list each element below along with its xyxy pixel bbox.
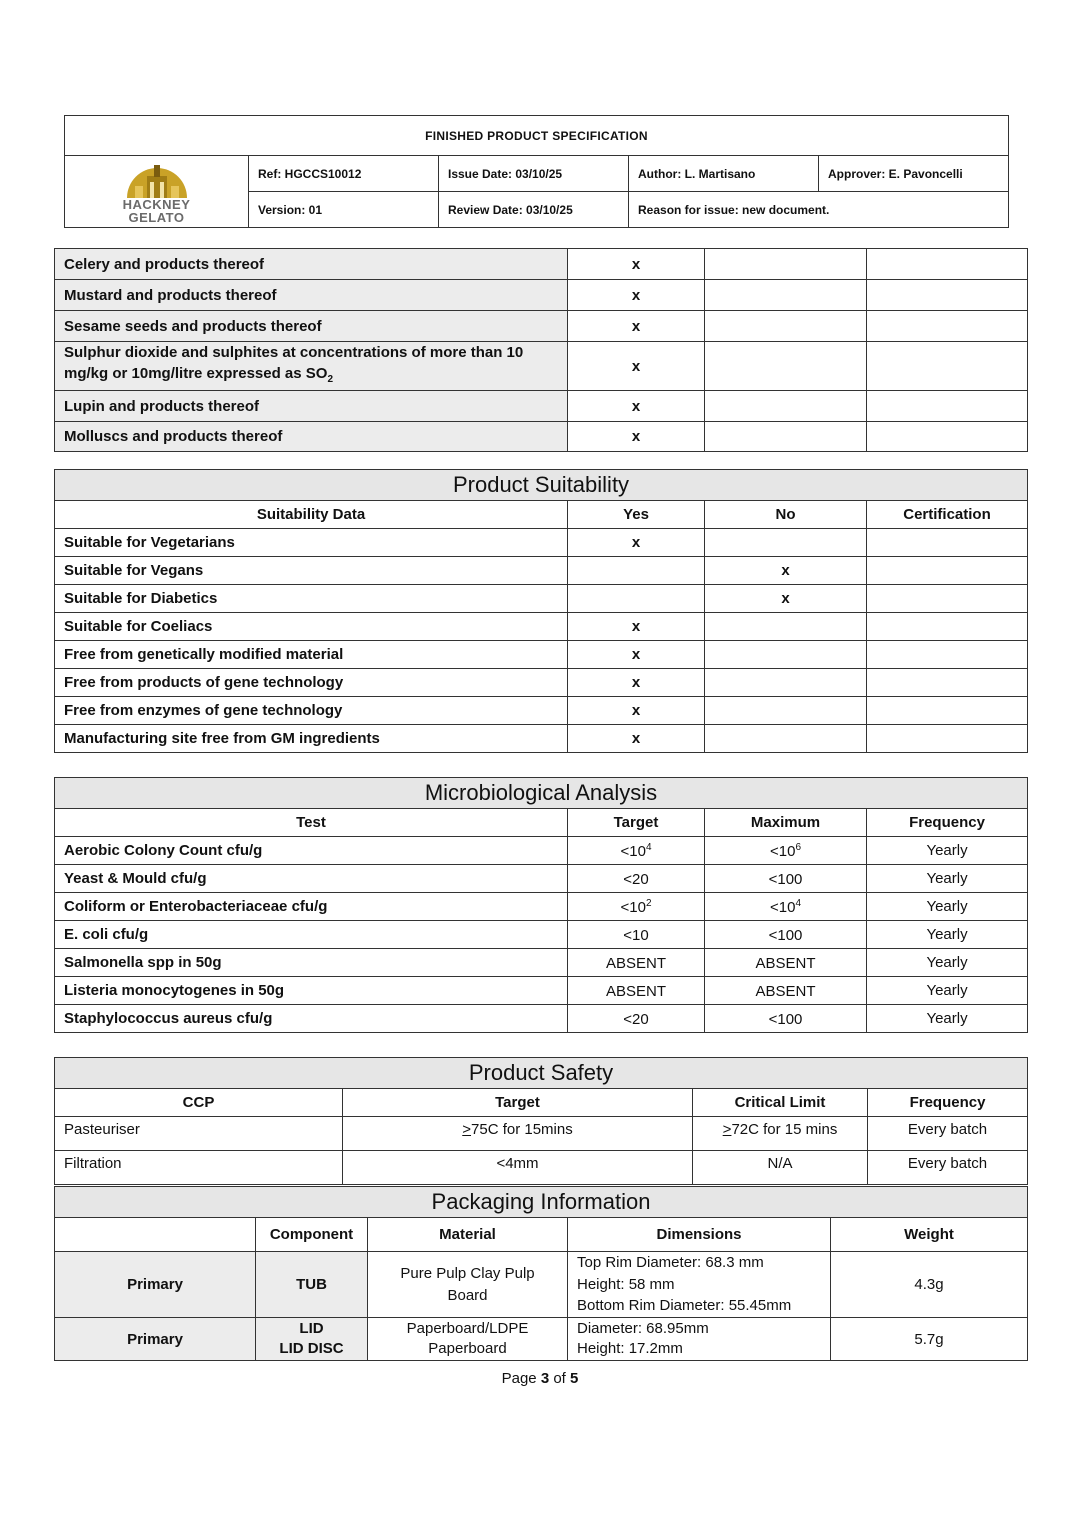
micro-max: ABSENT [705, 977, 867, 1005]
table-row [55, 1151, 1028, 1185]
gelato-building-icon [121, 160, 193, 198]
reason-for-issue: Reason for issue: new document. [629, 192, 1009, 228]
col-header: Test [55, 809, 568, 837]
micro-target: $<10^4$ [568, 837, 705, 865]
col-header: Certification [867, 501, 1028, 529]
table-row [55, 921, 1028, 949]
table-row [55, 977, 1028, 1005]
col-header: Frequency [868, 1089, 1028, 1117]
allergen-label: Lupin and products thereof [55, 391, 568, 422]
micro-target: ABSENT [568, 977, 705, 1005]
allergen-label: Mustard and products thereof [55, 280, 568, 311]
suitability-label: Suitable for Vegans [55, 557, 568, 585]
allergen-label [55, 342, 568, 391]
approver: Approver: E. Pavoncelli [819, 156, 1009, 192]
table-row [55, 949, 1028, 977]
col-header [55, 1218, 256, 1252]
table-row [55, 529, 1028, 557]
micro-test: E. coli cfu/g [55, 921, 568, 949]
review-date: Review Date: 03/10/25 [439, 192, 629, 228]
packaging-weight: 4.3g [831, 1252, 1028, 1318]
micro-test: Salmonella spp in 50g [55, 949, 568, 977]
logo-text-line2: GELATO [128, 209, 185, 225]
suitability-yes [568, 585, 705, 613]
allergen-mark: x [568, 249, 705, 280]
table-row [55, 280, 1028, 311]
packaging-component: TUB [256, 1252, 368, 1318]
allergen-label: Celery and products thereof [55, 249, 568, 280]
table-row [55, 311, 1028, 342]
table-header-row [55, 1089, 1028, 1117]
micro-max: ABSENT [705, 949, 867, 977]
table-header-row [55, 501, 1028, 529]
company-logo [65, 156, 249, 228]
table-row [55, 249, 1028, 280]
suitability-table [54, 469, 1028, 753]
col-header: Dimensions [568, 1218, 831, 1252]
table-row [55, 585, 1028, 613]
col-header: Frequency [867, 809, 1028, 837]
suitability-label: Free from enzymes of gene technology [55, 697, 568, 725]
suitability-no: x [705, 557, 867, 585]
col-header: Material [368, 1218, 568, 1252]
micro-frequency: Yearly [867, 977, 1028, 1005]
table-header-row [55, 1218, 1028, 1252]
col-header: No [705, 501, 867, 529]
micro-frequency: Yearly [867, 1005, 1028, 1033]
micro-test: Staphylococcus aureus cfu/g [55, 1005, 568, 1033]
col-header: Target [343, 1089, 693, 1117]
micro-max: $<10^6$ [705, 837, 867, 865]
logo-text-line1: HACKNEY [122, 196, 191, 212]
suitability-no: x [705, 585, 867, 613]
safety-frequency: Every batch [868, 1151, 1028, 1185]
micro-max: $<10^4$ [705, 893, 867, 921]
allergen-mark: x [568, 311, 705, 342]
safety-target: <4mm [343, 1151, 693, 1185]
table-row [55, 1005, 1028, 1033]
safety-limit: >72C for 15 mins [693, 1117, 868, 1151]
safety-frequency: Every batch [868, 1117, 1028, 1151]
table-row [55, 557, 1028, 585]
col-header: CCP [55, 1089, 343, 1117]
table-row [55, 1252, 1028, 1318]
micro-max: <100 [705, 865, 867, 893]
safety-target: >75C for 15mins [343, 1117, 693, 1151]
suitability-no [705, 641, 867, 669]
micro-frequency: Yearly [867, 893, 1028, 921]
allergen-mark: x [568, 391, 705, 422]
table-row [55, 422, 1028, 452]
table-row [55, 613, 1028, 641]
section-title-micro: Microbiological Analysis [55, 778, 1028, 809]
allergen-label: Sesame seeds and products thereof [55, 311, 568, 342]
allergen-label-line2: mg/kg or 10mg/litre expressed as SO [64, 365, 328, 382]
suitability-no [705, 613, 867, 641]
col-header: Suitability Data [55, 501, 568, 529]
ref-number: Ref: HGCCS10012 [249, 156, 439, 192]
document-header [64, 115, 1009, 228]
suitability-yes: x [568, 669, 705, 697]
suitability-label: Free from genetically modified material [55, 641, 568, 669]
table-row [55, 342, 1028, 391]
version: Version: 01 [249, 192, 439, 228]
issue-date: Issue Date: 03/10/25 [439, 156, 629, 192]
packaging-material: Pure Pulp Clay Pulp Board [368, 1252, 568, 1318]
suitability-no [705, 725, 867, 753]
table-row [55, 641, 1028, 669]
suitability-no [705, 697, 867, 725]
packaging-dimensions: Diameter: 68.95mm Height: 17.2mm [568, 1318, 831, 1361]
micro-frequency: Yearly [867, 865, 1028, 893]
table-row [55, 865, 1028, 893]
table-row [55, 837, 1028, 865]
author: Author: L. Martisano [629, 156, 819, 192]
micro-frequency: Yearly [867, 949, 1028, 977]
micro-target: <20 [568, 1005, 705, 1033]
suitability-label: Suitable for Vegetarians [55, 529, 568, 557]
table-row [55, 697, 1028, 725]
page-number: Page 3 of 5 [501, 1370, 579, 1387]
suitability-yes: x [568, 613, 705, 641]
micro-frequency: Yearly [867, 837, 1028, 865]
micro-test: Aerobic Colony Count cfu/g [55, 837, 568, 865]
allergen-mark: x [568, 280, 705, 311]
micro-target: $<10^2$ [568, 893, 705, 921]
packaging-dimensions: Top Rim Diameter: 68.3 mm Height: 58 mm Bottom Rim Diameter: 55.45mm [568, 1252, 831, 1318]
col-header: Maximum [705, 809, 867, 837]
col-header: Critical Limit [693, 1089, 868, 1117]
col-header: Weight [831, 1218, 1028, 1252]
allergen-label-line1: Sulphur dioxide and sulphites at concentrations of more than 10 [64, 344, 524, 361]
packaging-component: LID LID DISC [256, 1318, 368, 1361]
table-header-row [55, 809, 1028, 837]
micro-frequency: Yearly [867, 921, 1028, 949]
packaging-material: Paperboard/LDPE Paperboard [368, 1318, 568, 1361]
allergen-mark: x [568, 342, 705, 391]
suitability-label: Suitable for Coeliacs [55, 613, 568, 641]
suitability-label: Free from products of gene technology [55, 669, 568, 697]
packaging-type: Primary [55, 1318, 256, 1361]
suitability-no [705, 529, 867, 557]
packaging-type: Primary [55, 1252, 256, 1318]
table-row [55, 725, 1028, 753]
packaging-weight: 5.7g [831, 1318, 1028, 1361]
suitability-yes: x [568, 641, 705, 669]
suitability-label: Suitable for Diabetics [55, 585, 568, 613]
suitability-no [705, 669, 867, 697]
micro-test: Yeast & Mould cfu/g [55, 865, 568, 893]
table-row [55, 391, 1028, 422]
micro-target: ABSENT [568, 949, 705, 977]
micro-test: Coliform or Enterobacteriaceae cfu/g [55, 893, 568, 921]
packaging-table [54, 1186, 1028, 1361]
suitability-yes: x [568, 725, 705, 753]
safety-ccp: Filtration [55, 1151, 343, 1185]
allergen-mark: x [568, 422, 705, 452]
safety-ccp: Pasteuriser [55, 1117, 343, 1151]
micro-table [54, 777, 1028, 1033]
safety-table [54, 1057, 1028, 1185]
micro-max: <100 [705, 921, 867, 949]
section-title-suitability: Product Suitability [55, 470, 1028, 501]
suitability-yes: x [568, 529, 705, 557]
table-row [55, 1318, 1028, 1361]
document-title: FINISHED PRODUCT SPECIFICATION [65, 116, 1009, 156]
section-title-packaging: Packaging Information [55, 1187, 1028, 1218]
micro-test: Listeria monocytogenes in 50g [55, 977, 568, 1005]
micro-target: <10 [568, 921, 705, 949]
allergen-label-subscript: 2 [327, 374, 334, 385]
safety-limit: N/A [693, 1151, 868, 1185]
micro-target: <20 [568, 865, 705, 893]
table-row [55, 893, 1028, 921]
col-header: Target [568, 809, 705, 837]
col-header: Yes [568, 501, 705, 529]
allergen-table [54, 248, 1028, 452]
col-header: Component [256, 1218, 368, 1252]
section-title-safety: Product Safety [55, 1058, 1028, 1089]
suitability-yes [568, 557, 705, 585]
suitability-yes: x [568, 697, 705, 725]
suitability-label: Manufacturing site free from GM ingredients [55, 725, 568, 753]
allergen-label: Molluscs and products thereof [55, 422, 568, 452]
micro-max: <100 [705, 1005, 867, 1033]
table-row [55, 1117, 1028, 1151]
table-row [55, 669, 1028, 697]
